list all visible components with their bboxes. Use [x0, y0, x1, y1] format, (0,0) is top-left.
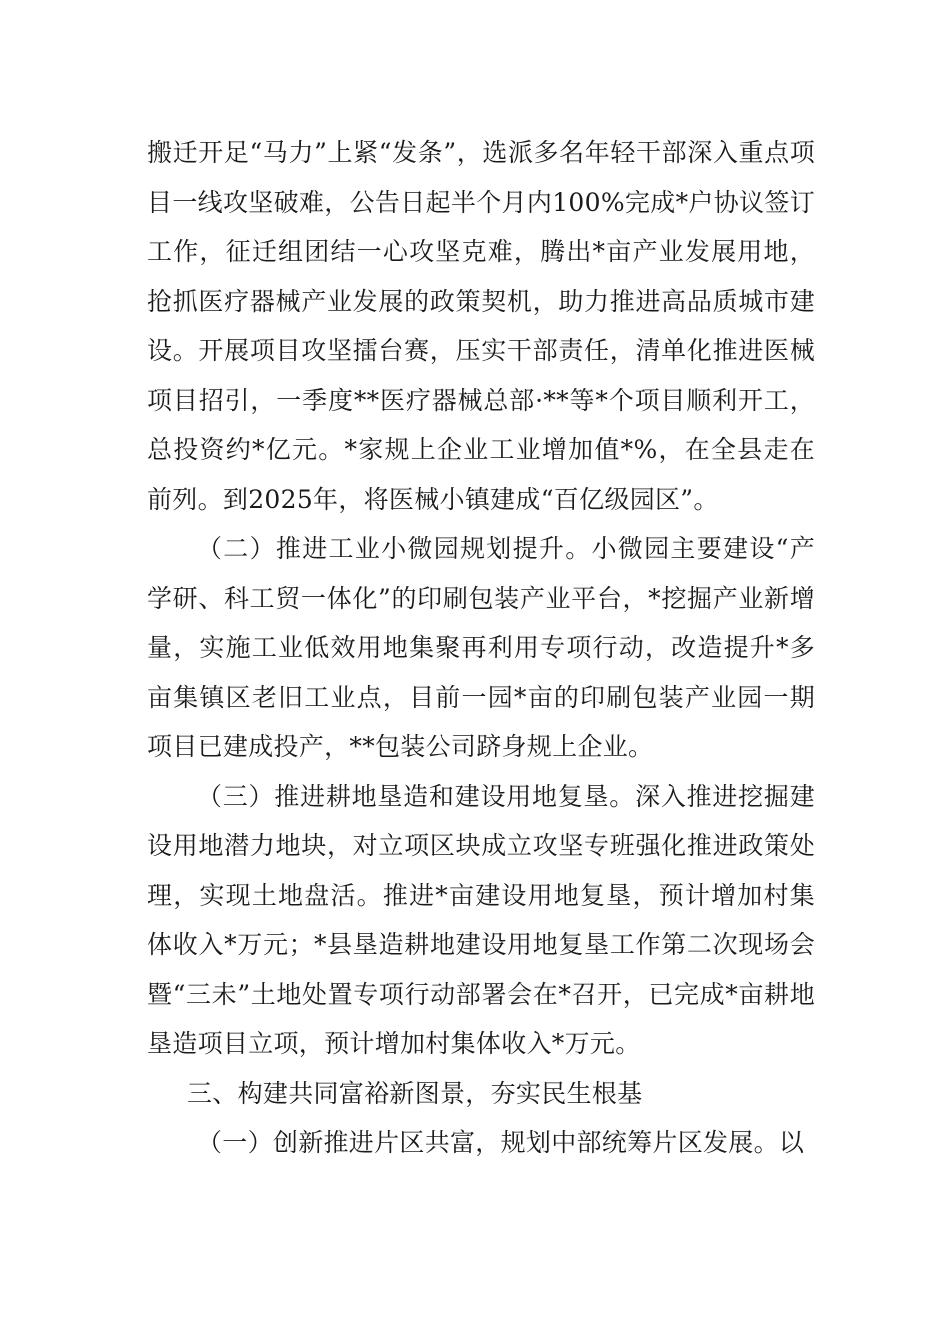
- paragraph-micro-park: （二）推进工业小微园规划提升。小微园主要建设“产学研、科工贸一体化”的印刷包装产业平台，*挖掘产业新增量，实施工业低效用地集聚再利用专项行动，改造提升*多亩集镇区老旧工业点，目前一园*亩的印刷包装产业园一期项目已建成投产，**包装公司跻身规上企业。: [147, 534, 815, 761]
- paragraph-relocation: 搬迁开足“马力”上紧“发条”，选派多名年轻干部深入重点项目一线攻坚破难，公告日起半个月内100%完成*户协议签订工作，征迁组团结一心攻坚克难，腾出*亩产业发展用地，抢抓医疗器械产业发展的政策契机，助力推进高品质城市建设。开展项目攻坚擂台赛，压实干部责任，清单化推进医械项目招引，一季度**医疗器械总部·**等*个项目顺利开工，总投资约*亿元。*家规上企业工业增加值*%，在全县走在前列。到2025年，将医械小镇建成“百亿级园区”。: [147, 138, 815, 514]
- document-page: [147, 128, 815, 1168]
- section-heading: 三、构建共同富裕新图景，夯实民生根基: [187, 1078, 643, 1108]
- paragraph-land-reclamation: （三）推进耕地垦造和建设用地复垦。深入推进挖掘建设用地潜力地块，对立项区块成立攻坚专班强化推进政策处理，实现土地盘活。推进*亩建设用地复垦，预计增加村集体收入*万元；*县垦造耕地建设用地复垦工作第二次现场会暨“三未”土地处置专项行动部署会在*召开，已完成*亩耕地垦造项目立项，预计增加村集体收入*万元。: [147, 781, 815, 1058]
- paragraph-common-prosperity: （一）创新推进片区共富，规划中部统筹片区发展。以: [197, 1128, 805, 1157]
